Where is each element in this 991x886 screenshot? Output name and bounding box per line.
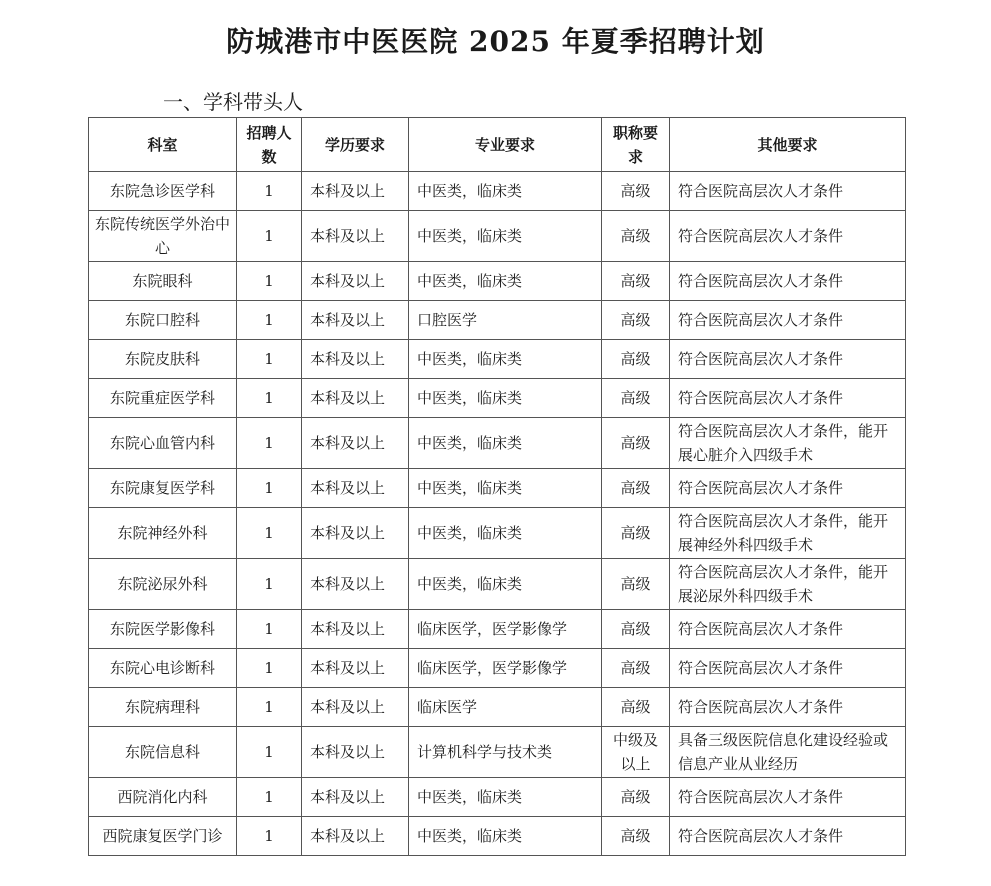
cell-headcount: 1	[237, 340, 302, 379]
cell-title: 高级	[602, 508, 670, 559]
cell-headcount: 1	[237, 559, 302, 610]
cell-major: 临床医学	[409, 688, 602, 727]
cell-title: 高级	[602, 418, 670, 469]
table-row	[89, 262, 906, 301]
cell-education: 本科及以上	[302, 508, 409, 559]
section-heading: 一、学科带头人	[163, 90, 303, 114]
cell-headcount: 1	[237, 508, 302, 559]
cell-headcount: 1	[237, 262, 302, 301]
cell-major: 临床医学，医学影像学	[409, 610, 602, 649]
cell-title: 高级	[602, 340, 670, 379]
cell-headcount: 1	[237, 817, 302, 856]
table-row	[89, 559, 906, 610]
cell-title: 高级	[602, 649, 670, 688]
cell-major: 中医类，临床类	[409, 172, 602, 211]
cell-title: 中级及以上	[602, 727, 670, 778]
table-row	[89, 817, 906, 856]
cell-major: 中医类，临床类	[409, 469, 602, 508]
cell-education: 本科及以上	[302, 418, 409, 469]
cell-title: 高级	[602, 301, 670, 340]
header-education: 学历要求	[302, 118, 409, 172]
cell-department: 东院口腔科	[89, 301, 237, 340]
cell-title: 高级	[602, 817, 670, 856]
cell-department: 西院康复医学门诊	[89, 817, 237, 856]
cell-education: 本科及以上	[302, 211, 409, 262]
cell-title: 高级	[602, 610, 670, 649]
cell-department: 东院皮肤科	[89, 340, 237, 379]
cell-title: 高级	[602, 559, 670, 610]
cell-education: 本科及以上	[302, 688, 409, 727]
cell-other: 符合医院高层次人才条件	[670, 379, 906, 418]
cell-major: 临床医学，医学影像学	[409, 649, 602, 688]
cell-major: 中医类，临床类	[409, 262, 602, 301]
cell-other: 具备三级医院信息化建设经验或信息产业从业经历	[670, 727, 906, 778]
cell-department: 东院信息科	[89, 727, 237, 778]
cell-title: 高级	[602, 172, 670, 211]
cell-major: 中医类，临床类	[409, 817, 602, 856]
cell-major: 口腔医学	[409, 301, 602, 340]
cell-headcount: 1	[237, 688, 302, 727]
cell-headcount: 1	[237, 211, 302, 262]
cell-major: 中医类，临床类	[409, 379, 602, 418]
table-row	[89, 211, 906, 262]
page-title: 防城港市中医医院 2025 年夏季招聘计划	[226, 25, 765, 58]
table-row	[89, 508, 906, 559]
cell-major: 中医类，临床类	[409, 340, 602, 379]
cell-other: 符合医院高层次人才条件，能开展心脏介入四级手术	[670, 418, 906, 469]
recruitment-table	[88, 117, 906, 856]
cell-other: 符合医院高层次人才条件	[670, 610, 906, 649]
cell-education: 本科及以上	[302, 340, 409, 379]
table-row	[89, 688, 906, 727]
cell-other: 符合医院高层次人才条件	[670, 172, 906, 211]
cell-department: 东院急诊医学科	[89, 172, 237, 211]
table-row	[89, 727, 906, 778]
cell-education: 本科及以上	[302, 379, 409, 418]
cell-department: 东院泌尿外科	[89, 559, 237, 610]
cell-department: 东院心电诊断科	[89, 649, 237, 688]
cell-department: 东院重症医学科	[89, 379, 237, 418]
header-title: 职称要求	[602, 118, 670, 172]
cell-headcount: 1	[237, 469, 302, 508]
cell-title: 高级	[602, 778, 670, 817]
cell-title: 高级	[602, 688, 670, 727]
header-major: 专业要求	[409, 118, 602, 172]
header-other: 其他要求	[670, 118, 906, 172]
cell-title: 高级	[602, 379, 670, 418]
cell-education: 本科及以上	[302, 727, 409, 778]
cell-major: 中医类，临床类	[409, 778, 602, 817]
cell-education: 本科及以上	[302, 301, 409, 340]
table-row	[89, 778, 906, 817]
cell-education: 本科及以上	[302, 778, 409, 817]
table-row	[89, 379, 906, 418]
cell-other: 符合医院高层次人才条件	[670, 649, 906, 688]
cell-other: 符合医院高层次人才条件	[670, 340, 906, 379]
cell-other: 符合医院高层次人才条件	[670, 778, 906, 817]
table-row	[89, 340, 906, 379]
table-row	[89, 469, 906, 508]
cell-other: 符合医院高层次人才条件	[670, 211, 906, 262]
cell-education: 本科及以上	[302, 559, 409, 610]
cell-education: 本科及以上	[302, 817, 409, 856]
cell-department: 东院传统医学外治中心	[89, 211, 237, 262]
cell-department: 东院医学影像科	[89, 610, 237, 649]
header-headcount: 招聘人数	[237, 118, 302, 172]
cell-major: 中医类，临床类	[409, 211, 602, 262]
cell-other: 符合医院高层次人才条件	[670, 688, 906, 727]
cell-headcount: 1	[237, 172, 302, 211]
cell-headcount: 1	[237, 610, 302, 649]
cell-title: 高级	[602, 262, 670, 301]
cell-department: 东院康复医学科	[89, 469, 237, 508]
cell-education: 本科及以上	[302, 172, 409, 211]
cell-department: 东院神经外科	[89, 508, 237, 559]
table-row	[89, 301, 906, 340]
cell-other: 符合医院高层次人才条件，能开展泌尿外科四级手术	[670, 559, 906, 610]
cell-title: 高级	[602, 211, 670, 262]
cell-headcount: 1	[237, 778, 302, 817]
cell-major: 中医类，临床类	[409, 508, 602, 559]
cell-other: 符合医院高层次人才条件	[670, 817, 906, 856]
cell-department: 东院心血管内科	[89, 418, 237, 469]
table-row	[89, 610, 906, 649]
cell-department: 东院眼科	[89, 262, 237, 301]
table-row	[89, 649, 906, 688]
cell-other: 符合医院高层次人才条件	[670, 262, 906, 301]
cell-headcount: 1	[237, 301, 302, 340]
cell-other: 符合医院高层次人才条件	[670, 469, 906, 508]
table-row	[89, 418, 906, 469]
cell-headcount: 1	[237, 649, 302, 688]
cell-department: 东院病理科	[89, 688, 237, 727]
cell-department: 西院消化内科	[89, 778, 237, 817]
cell-major: 计算机科学与技术类	[409, 727, 602, 778]
cell-major: 中医类，临床类	[409, 418, 602, 469]
cell-title: 高级	[602, 469, 670, 508]
cell-headcount: 1	[237, 418, 302, 469]
table-row	[89, 172, 906, 211]
cell-education: 本科及以上	[302, 649, 409, 688]
cell-education: 本科及以上	[302, 469, 409, 508]
cell-headcount: 1	[237, 379, 302, 418]
cell-education: 本科及以上	[302, 262, 409, 301]
cell-major: 中医类，临床类	[409, 559, 602, 610]
cell-other: 符合医院高层次人才条件	[670, 301, 906, 340]
cell-other: 符合医院高层次人才条件，能开展神经外科四级手术	[670, 508, 906, 559]
table-header-row	[89, 118, 906, 172]
cell-education: 本科及以上	[302, 610, 409, 649]
header-department: 科室	[89, 118, 237, 172]
cell-headcount: 1	[237, 727, 302, 778]
